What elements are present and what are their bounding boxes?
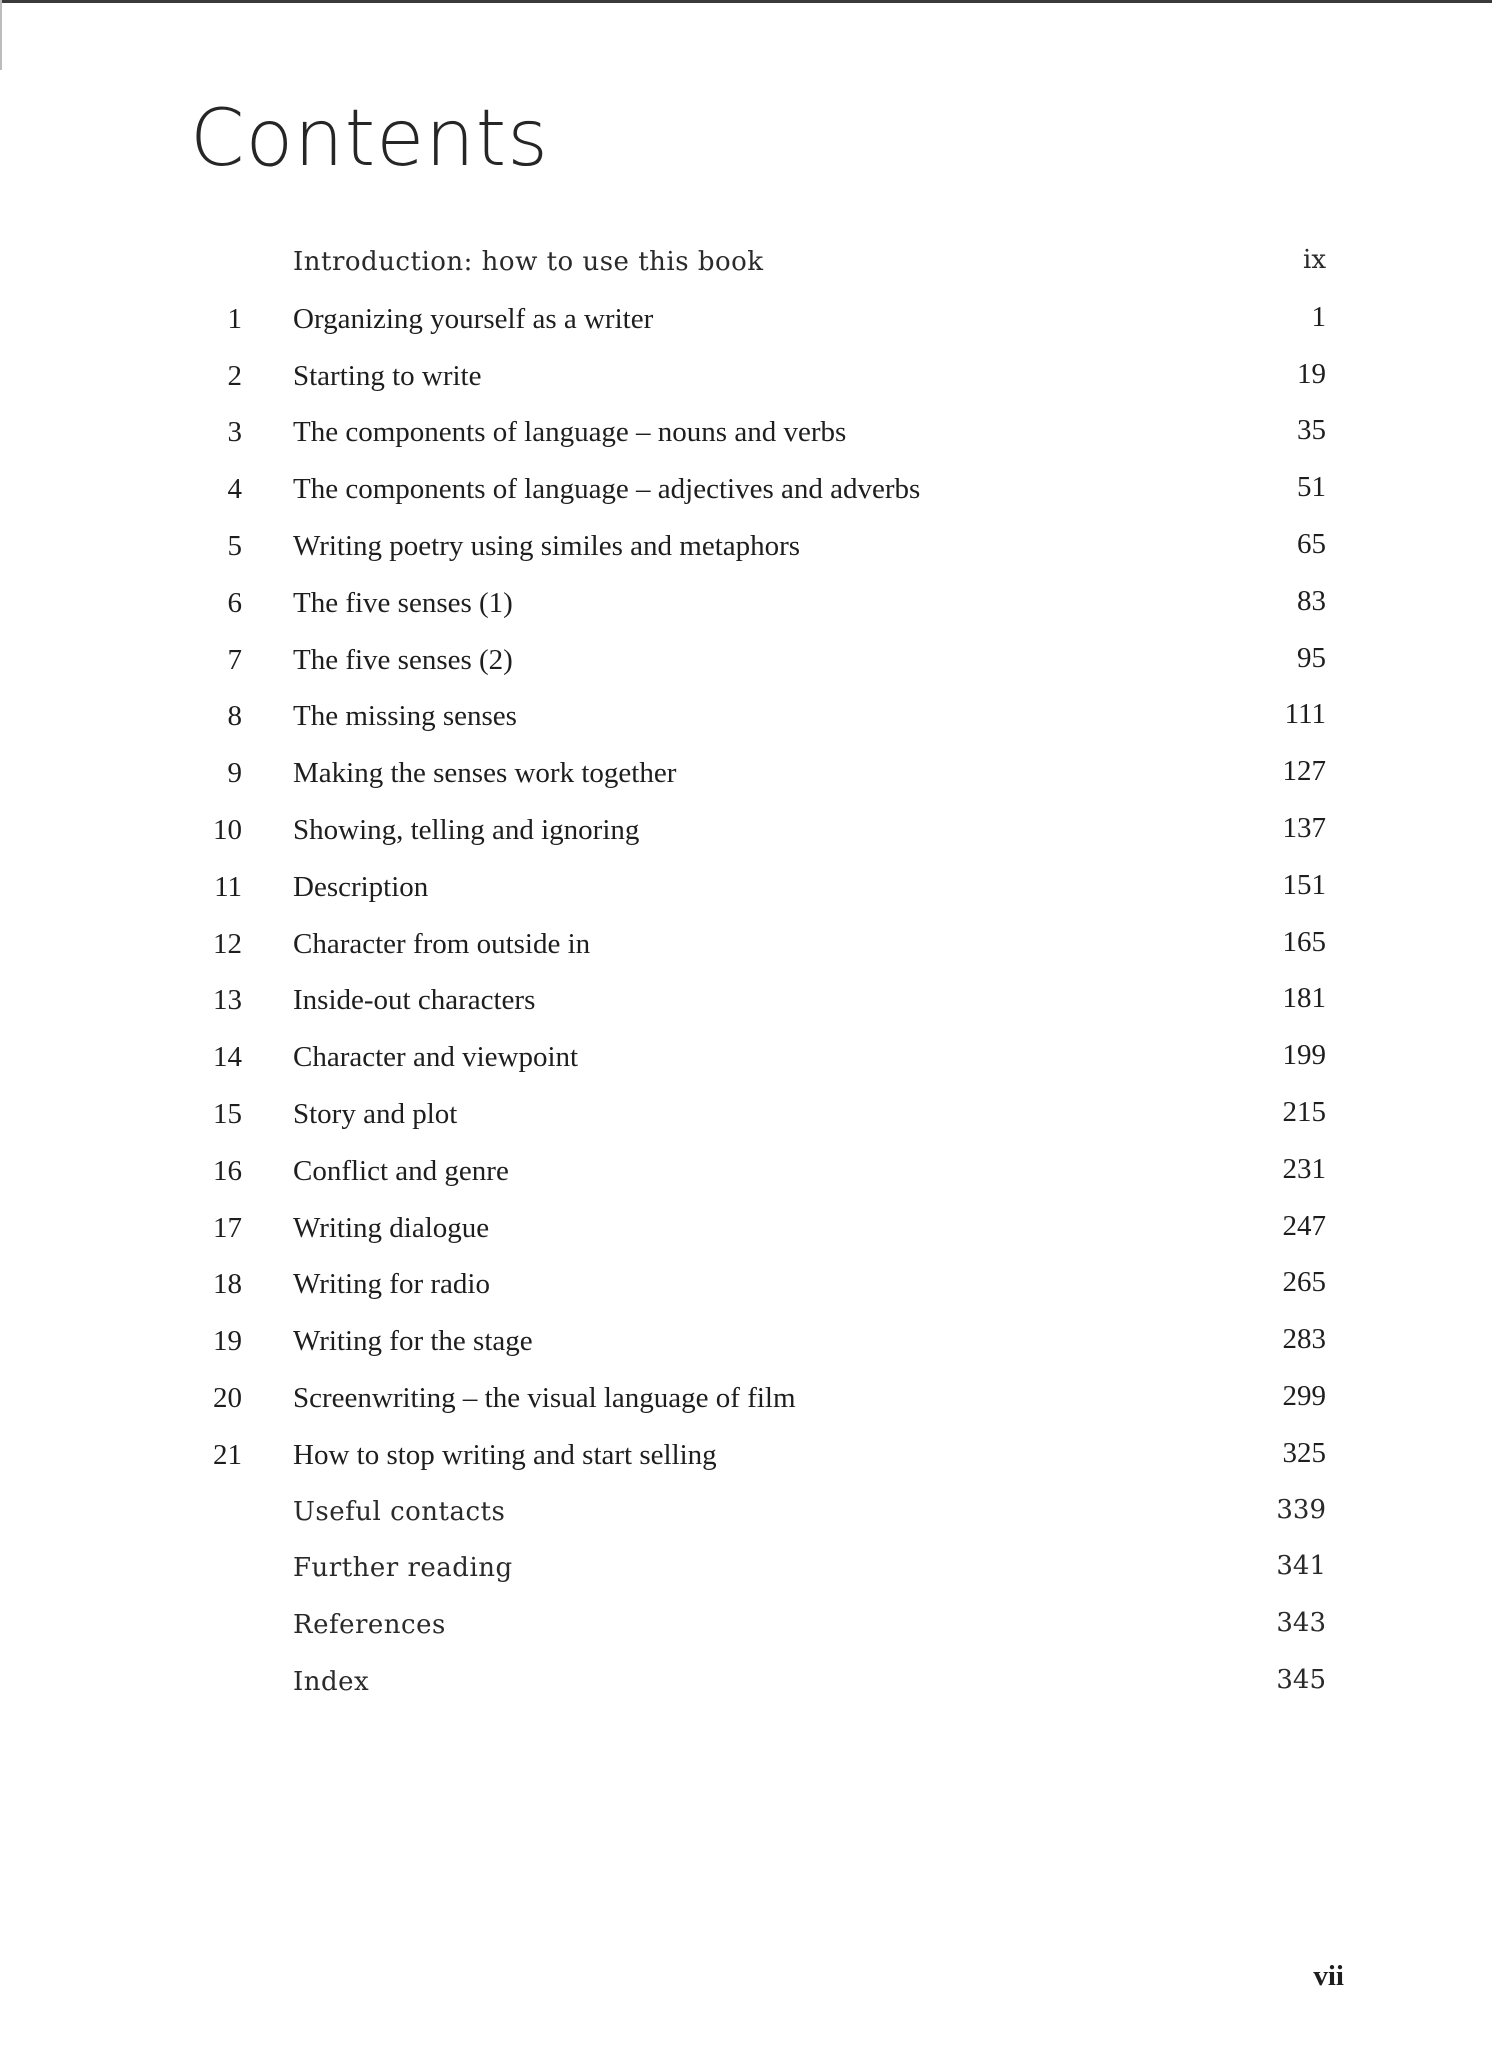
- entry-title: How to stop writing and start selling: [293, 1438, 717, 1471]
- chapter-number: 5: [227, 529, 242, 562]
- entry-title: Writing poetry using similes and metaphors: [293, 529, 801, 562]
- toc-entry-19[interactable]: [190, 1311, 1340, 1368]
- page-number: 19: [1297, 357, 1326, 390]
- page-number: 51: [1297, 471, 1326, 504]
- folio-page-number: vii: [1313, 1960, 1344, 1992]
- page-number: 231: [1282, 1152, 1326, 1185]
- chapter-number: 2: [227, 359, 242, 392]
- entry-title: Starting to write: [293, 359, 482, 392]
- entry-title: Useful contacts: [293, 1496, 506, 1527]
- chapter-number: 1: [227, 302, 242, 335]
- chapter-number: 8: [227, 700, 242, 733]
- entry-title: The missing senses: [293, 700, 517, 733]
- chapter-number: 9: [227, 757, 242, 790]
- scan-left-edge: [0, 0, 2, 70]
- entry-title: Making the senses work together: [293, 757, 677, 790]
- chapter-number: 3: [227, 416, 242, 449]
- toc-entry-10[interactable]: [190, 800, 1340, 857]
- entry-title: Description: [293, 870, 429, 903]
- page-number: 265: [1282, 1266, 1326, 1299]
- entry-title: The components of language – nouns and verbs: [293, 416, 847, 449]
- entry-title: Writing for the stage: [293, 1325, 533, 1358]
- page-number: 325: [1282, 1436, 1326, 1469]
- entry-title: Character from outside in: [293, 927, 591, 960]
- entry-title: References: [293, 1610, 446, 1641]
- toc-entry-18[interactable]: [190, 1254, 1340, 1311]
- toc-entry-6[interactable]: [190, 573, 1340, 630]
- entry-title: Organizing yourself as a writer: [293, 302, 654, 335]
- entry-title: Writing for radio: [293, 1268, 490, 1301]
- toc-entry-17[interactable]: [190, 1198, 1340, 1255]
- chapter-number: 17: [213, 1211, 242, 1244]
- toc-entry-3[interactable]: [190, 402, 1340, 459]
- page-number: 215: [1282, 1095, 1326, 1128]
- page-number: 247: [1282, 1209, 1326, 1242]
- page-number: 343: [1276, 1608, 1326, 1639]
- toc-entry-15[interactable]: [190, 1084, 1340, 1141]
- toc-entry-2[interactable]: [190, 346, 1340, 403]
- toc-entry-20[interactable]: [190, 1368, 1340, 1425]
- toc-entry-backmatter[interactable]: [190, 1652, 1340, 1709]
- chapter-number: 10: [213, 813, 242, 846]
- toc-entry-7[interactable]: [190, 630, 1340, 687]
- page-number: 339: [1276, 1494, 1326, 1525]
- table-of-contents: [190, 232, 1340, 1709]
- page-number: 127: [1282, 755, 1326, 788]
- toc-entry-14[interactable]: [190, 1027, 1340, 1084]
- page-number: 181: [1282, 982, 1326, 1015]
- entry-title: Introduction: how to use this book: [293, 247, 764, 277]
- page-number: ix: [1303, 245, 1326, 275]
- toc-entry-9[interactable]: [190, 743, 1340, 800]
- page-number: 1: [1311, 300, 1326, 333]
- chapter-number: 11: [214, 870, 242, 903]
- chapter-number: 19: [213, 1325, 242, 1358]
- page-number: 137: [1282, 811, 1326, 844]
- chapter-number: 16: [213, 1154, 242, 1187]
- toc-entry-4[interactable]: [190, 459, 1340, 516]
- toc-entry-11[interactable]: [190, 857, 1340, 914]
- chapter-number: 18: [213, 1268, 242, 1301]
- entry-title: Conflict and genre: [293, 1154, 509, 1187]
- chapter-number: 12: [213, 927, 242, 960]
- entry-title: Screenwriting – the visual language of film: [293, 1381, 796, 1414]
- page-number: 65: [1297, 527, 1326, 560]
- toc-entry-backmatter[interactable]: [190, 1482, 1340, 1539]
- toc-entry-16[interactable]: [190, 1141, 1340, 1198]
- entry-title: Showing, telling and ignoring: [293, 813, 640, 846]
- page-number: 299: [1282, 1379, 1326, 1412]
- entry-title: Writing dialogue: [293, 1211, 490, 1244]
- page-number: 341: [1276, 1551, 1326, 1582]
- toc-entry-5[interactable]: [190, 516, 1340, 573]
- page-number: 83: [1297, 584, 1326, 617]
- toc-entry-backmatter[interactable]: [190, 1538, 1340, 1595]
- page-number: 283: [1282, 1323, 1326, 1356]
- chapter-number: 7: [227, 643, 242, 676]
- entry-title: The components of language – adjectives and adverbs: [293, 473, 921, 506]
- chapter-number: 14: [213, 1041, 242, 1074]
- toc-entry-8[interactable]: [190, 686, 1340, 743]
- entry-title: Character and viewpoint: [293, 1041, 579, 1074]
- page-number: 151: [1282, 868, 1326, 901]
- toc-entry-13[interactable]: [190, 970, 1340, 1027]
- page-number: 199: [1282, 1039, 1326, 1072]
- page-number: 95: [1297, 641, 1326, 674]
- chapter-number: 20: [213, 1381, 242, 1414]
- page-number: 111: [1284, 698, 1326, 731]
- entry-title: Index: [293, 1666, 370, 1697]
- toc-entry-frontmatter[interactable]: [190, 232, 1340, 289]
- chapter-number: 13: [213, 984, 242, 1017]
- page-number: 165: [1282, 925, 1326, 958]
- toc-entry-1[interactable]: [190, 289, 1340, 346]
- entry-title: The five senses (1): [293, 586, 513, 619]
- page-title: Contents: [190, 94, 549, 184]
- page-number: 345: [1276, 1664, 1326, 1695]
- toc-entry-backmatter[interactable]: [190, 1595, 1340, 1652]
- chapter-number: 4: [227, 473, 242, 506]
- toc-entry-21[interactable]: [190, 1425, 1340, 1482]
- toc-entry-12[interactable]: [190, 914, 1340, 971]
- page-number: 35: [1297, 414, 1326, 447]
- chapter-number: 6: [227, 586, 242, 619]
- entry-title: The five senses (2): [293, 643, 513, 676]
- chapter-number: 21: [213, 1438, 242, 1471]
- entry-title: Further reading: [293, 1553, 513, 1584]
- chapter-number: 15: [213, 1097, 242, 1130]
- entry-title: Inside-out characters: [293, 984, 536, 1017]
- scan-top-edge: [0, 0, 1492, 3]
- entry-title: Story and plot: [293, 1097, 458, 1130]
